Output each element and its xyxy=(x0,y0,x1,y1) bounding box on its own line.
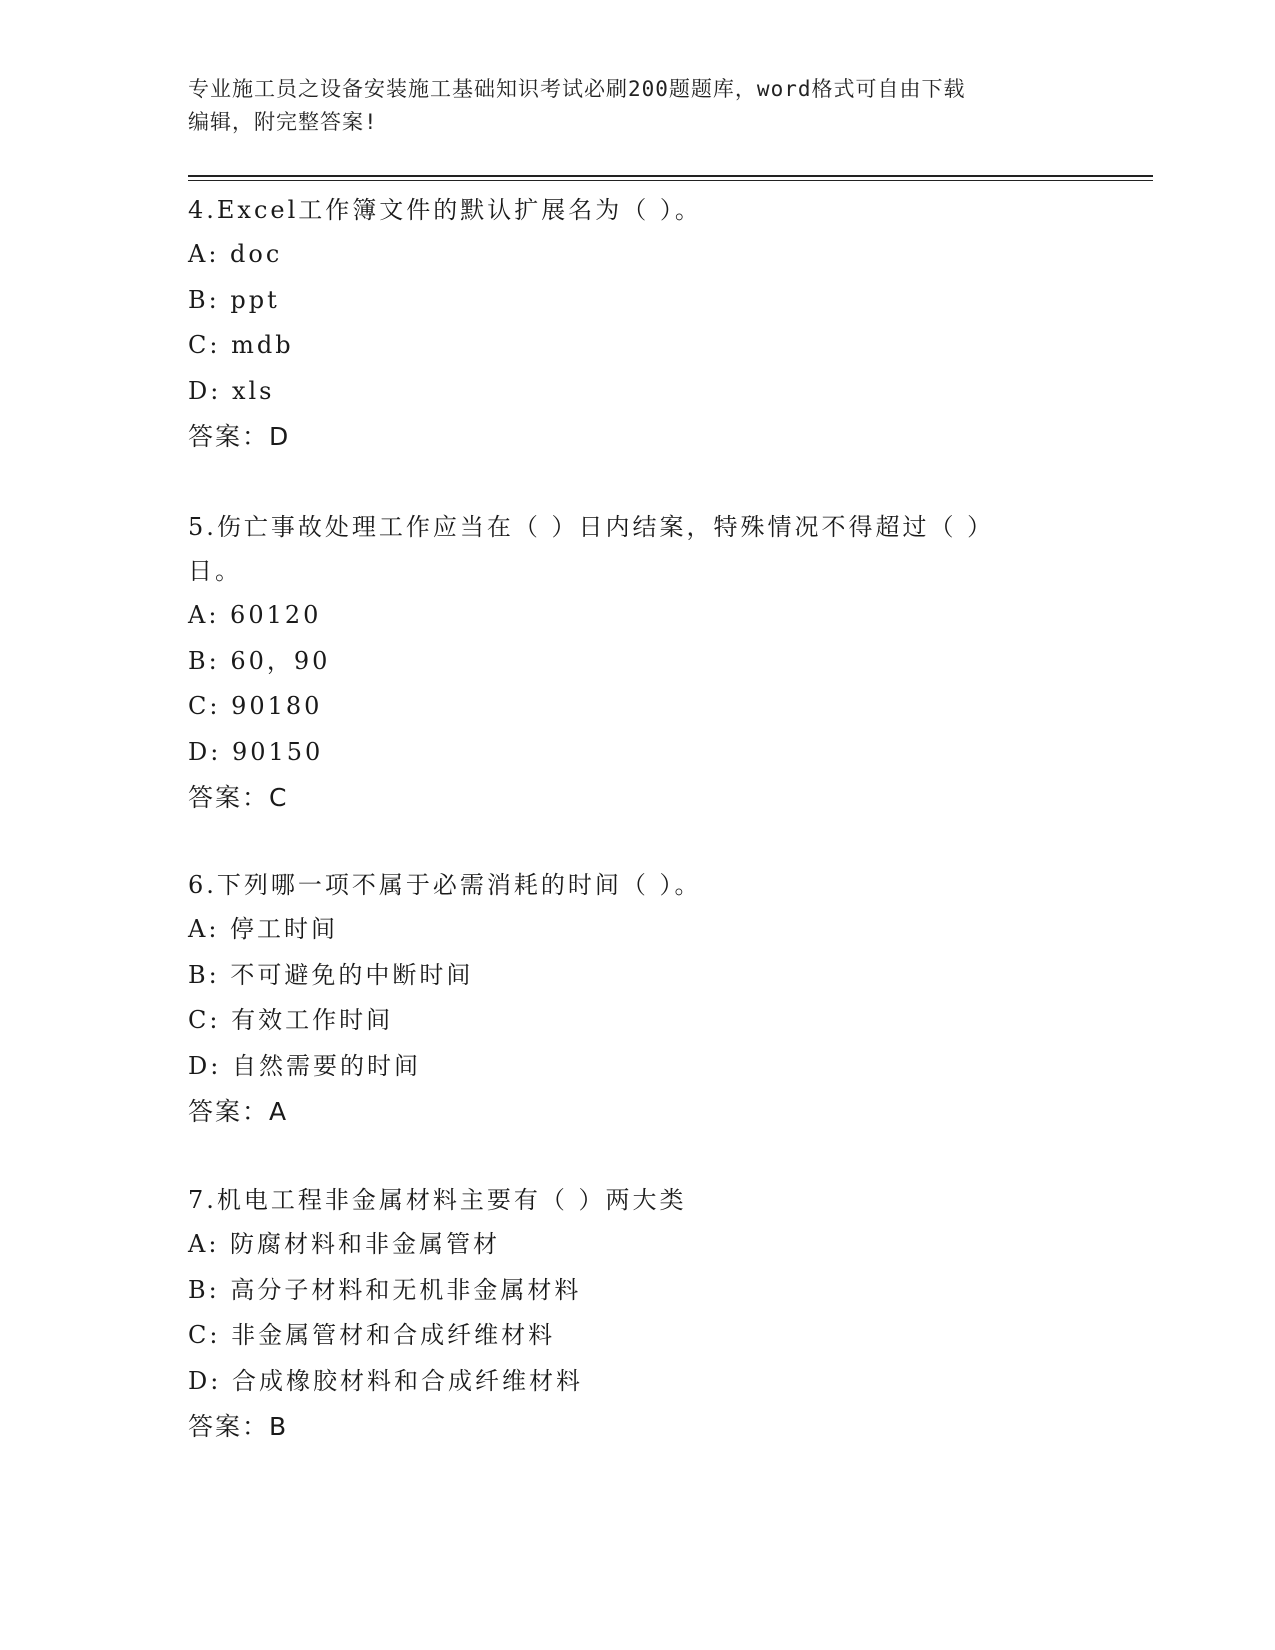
question-4 xyxy=(188,188,1088,460)
option-c: C: mdb xyxy=(188,331,294,359)
answer: 答案：B xyxy=(188,1412,289,1441)
answer: 答案：C xyxy=(188,783,289,812)
document-header xyxy=(188,73,1088,139)
question-6 xyxy=(188,863,1088,1135)
header-divider-thick xyxy=(188,175,1153,177)
option-b: B: 高分子材料和无机非金属材料 xyxy=(188,1275,582,1304)
option-a: A: 60120 xyxy=(188,601,322,629)
option-b: B: ppt xyxy=(188,285,280,314)
header-line-2: 编辑，附完整答案! xyxy=(188,110,378,134)
header-divider-thin xyxy=(188,180,1153,181)
option-a: A: doc xyxy=(188,240,283,268)
option-b: B: 60，90 xyxy=(188,646,331,675)
option-d: D: 自然需要的时间 xyxy=(188,1051,421,1080)
question-stem: 7.机电工程非金属材料主要有（ ）两大类 xyxy=(188,1186,687,1214)
option-d: D: 90150 xyxy=(188,737,324,766)
question-7 xyxy=(188,1178,1088,1450)
question-stem: 4.Excel工作簿文件的默认扩展名为（ ）。 xyxy=(188,196,702,224)
option-a: A: 防腐材料和非金属管材 xyxy=(188,1230,501,1258)
answer: 答案：A xyxy=(188,1097,289,1126)
option-c: C: 非金属管材和合成纤维材料 xyxy=(188,1321,556,1349)
option-d: D: 合成橡胶材料和合成纤维材料 xyxy=(188,1366,583,1395)
question-stem: 6.下列哪一项不属于必需消耗的时间（ ）。 xyxy=(188,871,702,899)
question-5 xyxy=(188,505,1088,821)
option-c: C: 90180 xyxy=(188,692,323,720)
header-line-1: 专业施工员之设备安装施工基础知识考试必刷200题题库，word格式可自由下载 xyxy=(188,77,966,101)
question-stem: 5.伤亡事故处理工作应当在（ ）日内结案，特殊情况不得超过（ ）日。 xyxy=(188,513,995,585)
answer: 答案：D xyxy=(188,422,291,451)
option-c: C: 有效工作时间 xyxy=(188,1006,394,1034)
option-d: D: xls xyxy=(188,376,275,405)
option-a: A: 停工时间 xyxy=(188,915,339,943)
option-b: B: 不可避免的中断时间 xyxy=(188,960,474,989)
